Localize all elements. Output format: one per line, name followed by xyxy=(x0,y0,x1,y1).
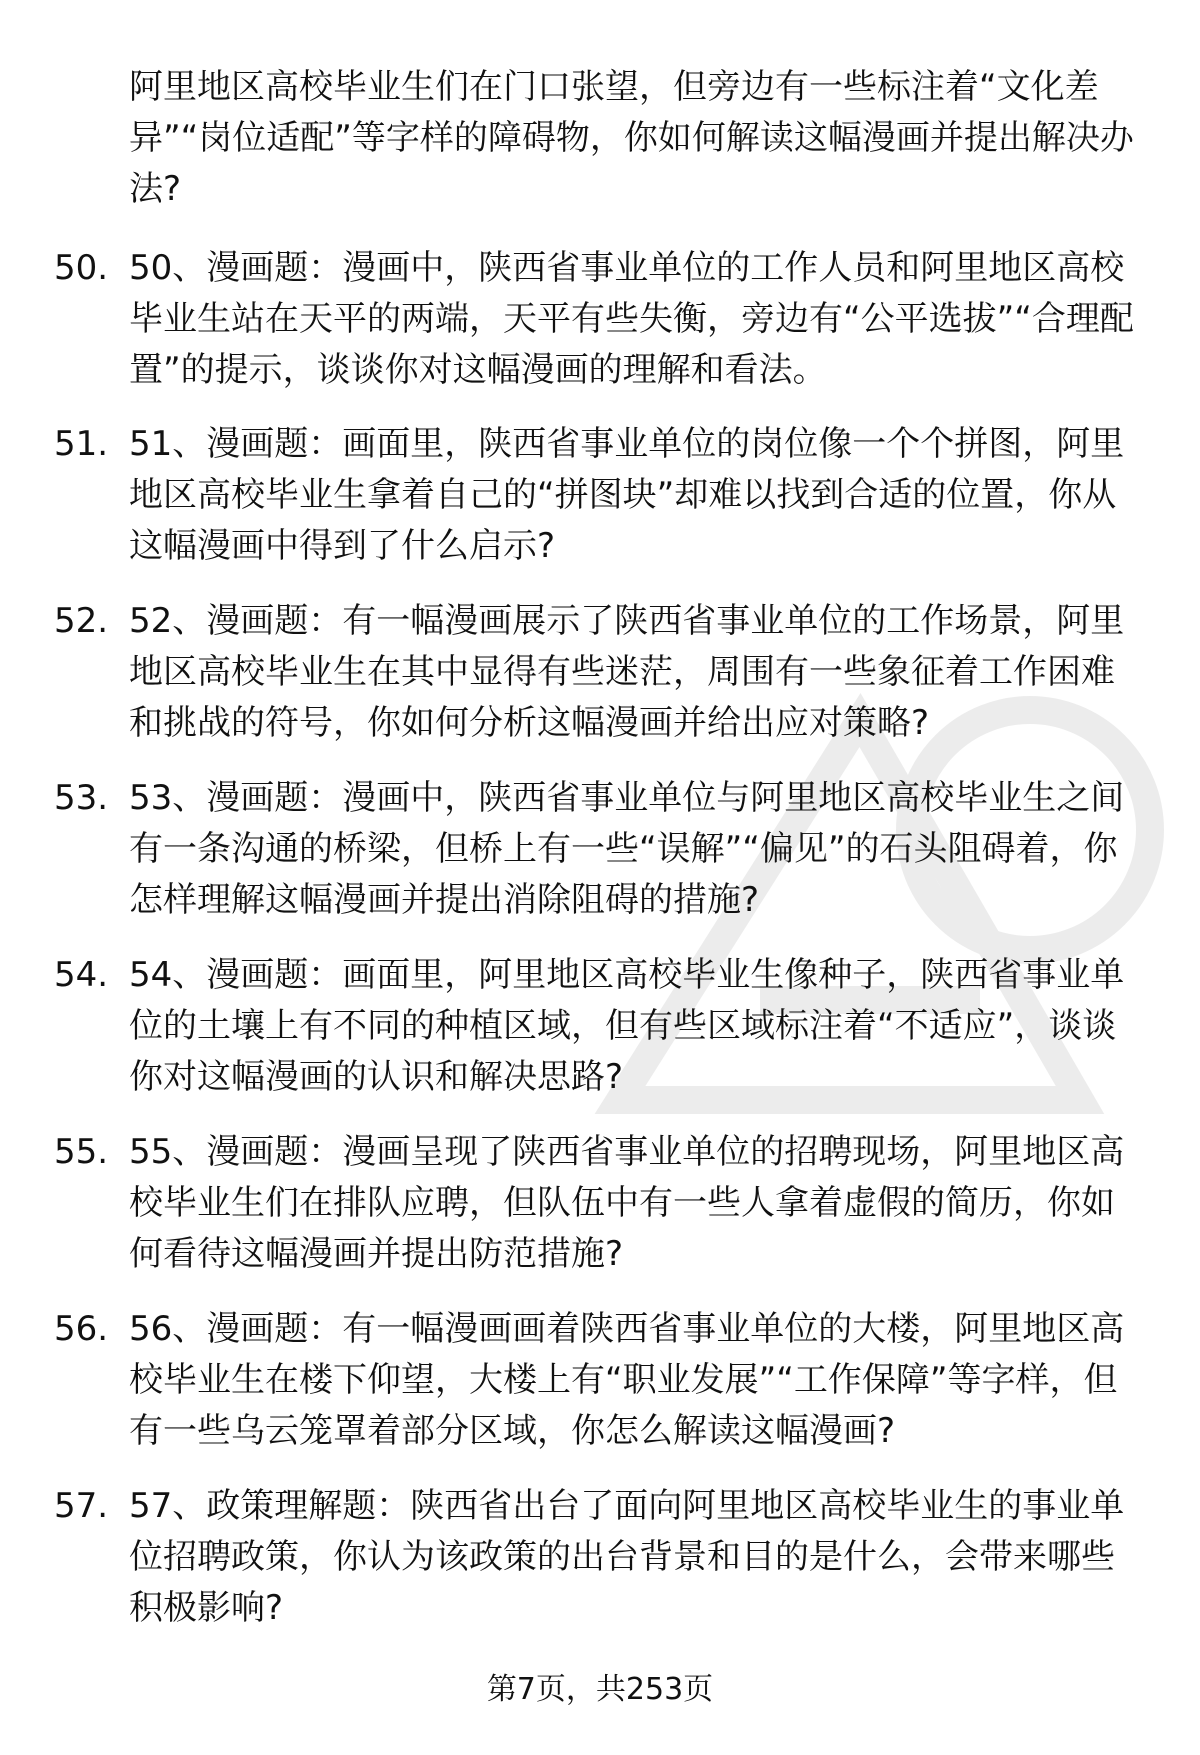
question-number: 51. xyxy=(54,424,109,464)
question-text: 55、漫画题：漫画呈现了陕西省事业单位的招聘现场，阿里地区高校毕业生们在排队应聘，但队伍中有一些人拿着虚假的简历，你如何看待这幅漫画并提出防范措施? xyxy=(129,1132,1125,1274)
question-text: 51、漫画题：画面里，陕西省事业单位的岗位像一个个拼图，阿里地区高校毕业生拿着自己的“拼图块”却难以找到合适的位置，你从这幅漫画中得到了什么启示? xyxy=(129,424,1125,566)
question-number: 57. xyxy=(54,1486,109,1526)
continued-question-text: 阿里地区高校毕业生们在门口张望，但旁边有一些标注着“文化差异”“岗位适配”等字样的障碍物，你如何解读这幅漫画并提出解决办法? xyxy=(129,67,1134,209)
question-number: 54. xyxy=(54,955,109,995)
question-text: 52、漫画题：有一幅漫画展示了陕西省事业单位的工作场景，阿里地区高校毕业生在其中显得有些迷茫，周围有一些象征着工作困难和挑战的符号，你如何分析这幅漫画并给出应对策略? xyxy=(129,601,1125,743)
page-footer: 第7页，共253页 xyxy=(486,1672,714,1707)
question-number: 53. xyxy=(54,778,109,818)
question-text: 57、政策理解题：陕西省出台了面向阿里地区高校毕业生的事业单位招聘政策，你认为该政策的出台背景和目的是什么，会带来哪些积极影响? xyxy=(129,1486,1125,1628)
question-number: 55. xyxy=(54,1132,109,1172)
question-text: 54、漫画题：画面里，阿里地区高校毕业生像种子，陕西省事业单位的土壤上有不同的种植区域，但有些区域标注着“不适应”，谈谈你对这幅漫画的认识和解决思路? xyxy=(129,955,1125,1097)
question-number: 56. xyxy=(54,1309,109,1349)
question-text: 50、漫画题：漫画中，陕西省事业单位的工作人员和阿里地区高校毕业生站在天平的两端，天平有些失衡，旁边有“公平选拔”“合理配置”的提示，谈谈你对这幅漫画的理解和看法。 xyxy=(129,248,1134,390)
question-text: 56、漫画题：有一幅漫画画着陕西省事业单位的大楼，阿里地区高校毕业生在楼下仰望，大楼上有“职业发展”“工作保障”等字样，但有一些乌云笼罩着部分区域，你怎么解读这幅漫画? xyxy=(129,1309,1125,1451)
question-number: 50. xyxy=(54,248,109,288)
question-text: 53、漫画题：漫画中，陕西省事业单位与阿里地区高校毕业生之间有一条沟通的桥梁，但桥上有一些“误解”“偏见”的石头阻碍着，你怎样理解这幅漫画并提出消除阻碍的措施? xyxy=(129,778,1125,920)
question-number: 52. xyxy=(54,601,109,641)
